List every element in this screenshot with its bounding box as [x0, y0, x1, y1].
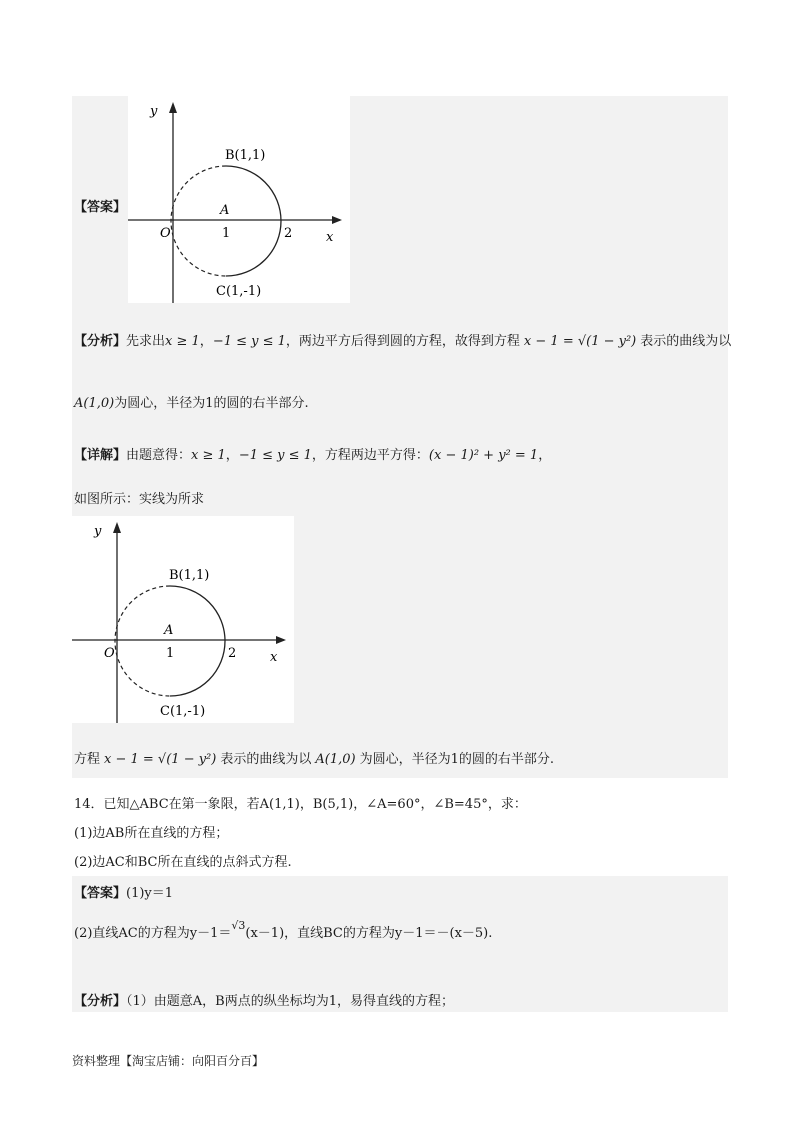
analysis-label: 【分析】	[74, 334, 127, 349]
label-y: y	[94, 524, 102, 539]
label-1: 1	[166, 646, 175, 661]
x-axis-arrow	[332, 216, 342, 224]
answer-label-2: 【答案】	[74, 886, 127, 901]
analysis-line-1: 【分析】先求出x ≥ 1，−1 ≤ y ≤ 1，两边平方后得到圆的方程，故得到方程 x − 1 = √(1 − y²) 表示的曲线为以	[74, 334, 732, 349]
answer-line-1: 【答案】(1)y＝1	[74, 886, 174, 901]
q14-stem: 14．已知△ABC在第一象限，若A(1,1)，B(5,1)，∠A=60°，∠B=45°，求：	[74, 797, 527, 812]
label-C: C(1,-1)	[216, 284, 262, 299]
analysis-label-2: 【分析】	[74, 994, 127, 1009]
q14-part2: (2)边AC和BC所在直线的点斜式方程.	[74, 855, 292, 870]
y-axis-arrow	[113, 522, 121, 533]
figure-circle-1	[128, 96, 350, 303]
detail-line: 【详解】由题意得：x ≥ 1，−1 ≤ y ≤ 1，方程两边平方得：(x − 1)² + y² = 1，	[74, 448, 552, 463]
label-A: A	[220, 203, 230, 218]
label-x: x	[270, 650, 278, 665]
q14-part1: (1)边AB所在直线的方程；	[74, 826, 229, 841]
label-O: O	[160, 226, 171, 241]
label-2: 2	[284, 226, 293, 241]
label-y: y	[150, 104, 158, 119]
solid-arc	[170, 586, 225, 696]
label-A: A	[164, 623, 174, 638]
as-shown-line: 如图所示：实线为所求	[74, 492, 205, 507]
figure-circle-2	[72, 516, 294, 723]
label-C: C(1,-1)	[160, 704, 206, 719]
label-O: O	[104, 646, 115, 661]
x-axis-arrow	[276, 636, 286, 644]
label-x: x	[326, 230, 334, 245]
answer-line-2: (2)直线AC的方程为y－1＝$^{√3}$(x－1)，直线BC的方程为y－1＝－(x－5).	[74, 919, 493, 941]
conclusion-line: 方程 x − 1 = √(1 − y²) 表示的曲线为以 A(1,0) 为圆心，半径为1的圆的右半部分.	[74, 752, 554, 767]
label-B: B(1,1)	[225, 148, 266, 163]
dashed-arc	[171, 166, 226, 276]
label-B: B(1,1)	[169, 568, 210, 583]
answer-label-1: 【答案】	[74, 200, 127, 215]
detail-label: 【详解】	[74, 448, 127, 463]
label-2: 2	[228, 646, 237, 661]
label-1: 1	[222, 226, 231, 241]
analysis-line-2: A(1,0)为圆心，半径为1的圆的右半部分.	[74, 396, 309, 411]
footer-source: 资料整理【淘宝店铺：向阳百分百】	[72, 1054, 265, 1068]
dashed-arc	[115, 586, 170, 696]
analysis-line-3: 【分析】（1）由题意A，B两点的纵坐标均为1，易得直线的方程；	[74, 994, 454, 1009]
solid-arc	[226, 166, 281, 276]
y-axis-arrow	[169, 102, 177, 113]
